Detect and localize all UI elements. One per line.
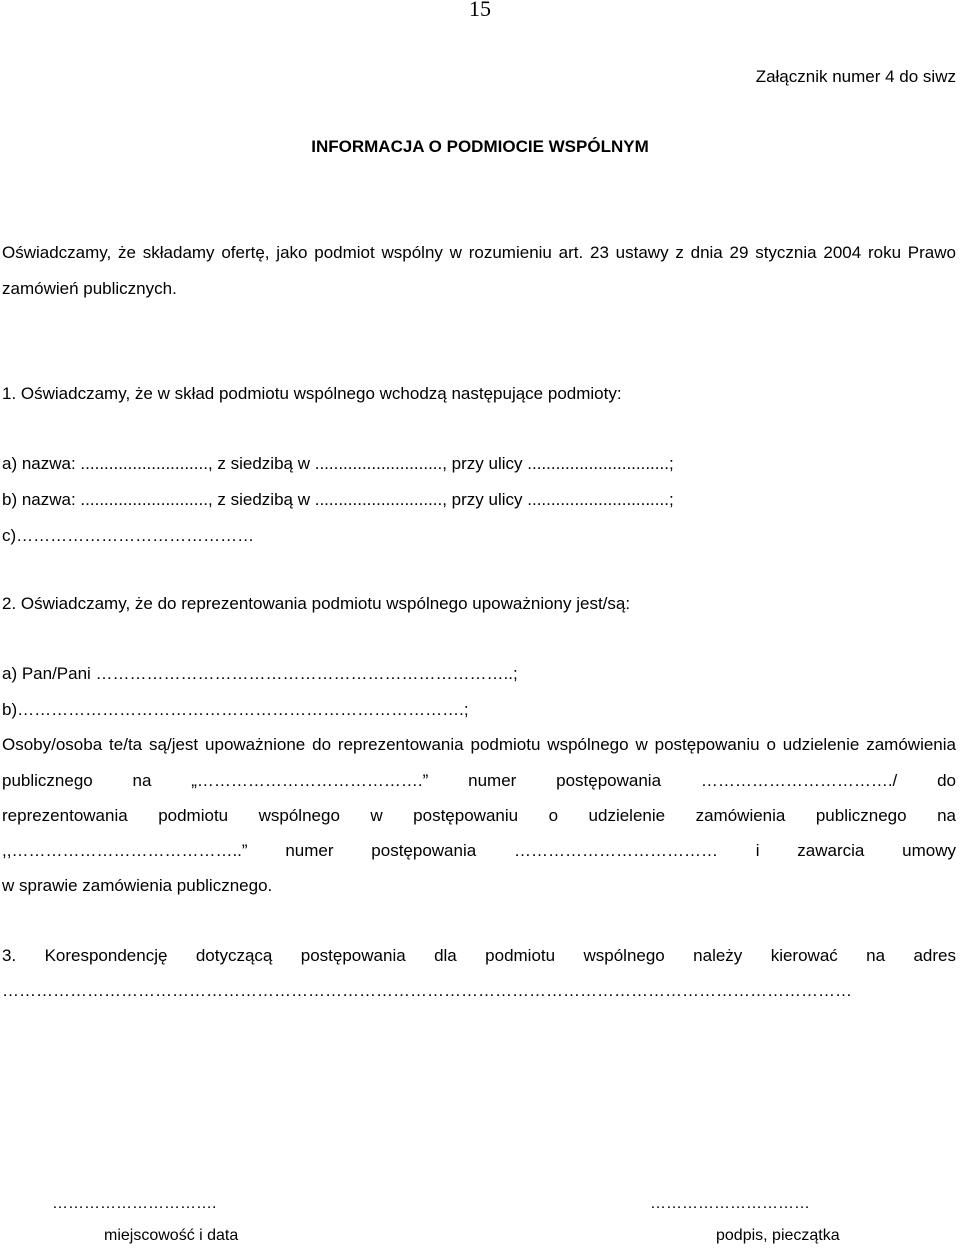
section2-paragraph-line-3: reprezentowania podmiotu wspólnego w postępowaniu o udzielenie zamówienia publicznego na [2, 806, 956, 825]
section2-paragraph-line-5: w sprawie zamówienia publicznego. [2, 876, 273, 895]
section2-item-a: a) Pan/Pani ………………………………………………………………..; [2, 664, 518, 683]
signature-left-label: miejscowość i data [104, 1227, 239, 1244]
section3-address-dots: …………………………………………………………………………………………………………………………………… [2, 981, 852, 1000]
section2-paragraph-line-1: Osoby/osoba te/ta są/jest upoważnione do reprezentowania podmiotu wspólnego w postępowaniu o udzielenie zamówienia [2, 735, 956, 754]
document-title: INFORMACJA O PODMIOCIE WSPÓLNYM [311, 137, 649, 156]
annex-label: Załącznik numer 4 do siwz [755, 67, 956, 86]
section2-paragraph-line-2: publicznego na „………………………………….” numer postępowania ……………………………./ do [2, 771, 956, 790]
section1-item-b: b) nazwa: ..........................., z siedzibą w ..........................., przy ulicy ..............................; [2, 490, 674, 509]
section3-line-1: 3. Korespondencję dotyczącą postępowania dla podmiotu wspólnego należy kierować na adres [2, 946, 956, 965]
section2-paragraph-line-4: ,,…………………………………..” numer postępowania ……………………………… i zawarcia umowy [2, 841, 956, 860]
section2-item-b: b)…………………………………………………………………….; [2, 700, 469, 719]
signature-left-dots: …………………………. [52, 1195, 217, 1212]
section1-heading: 1. Oświadczamy, że w skład podmiotu wspólnego wchodzą następujące podmioty: [2, 384, 622, 403]
intro-line-1: Oświadczamy, że składamy ofertę, jako podmiot wspólny w rozumieniu art. 23 ustawy z dnia 29 stycznia 2004 roku Prawo [2, 243, 956, 262]
section1-item-a: a) nazwa: ..........................., z siedzibą w ..........................., przy ulicy ..............................; [2, 454, 674, 473]
page-number: 15 [469, 0, 491, 21]
signature-right-label: podpis, pieczątka [716, 1227, 840, 1244]
signature-right-dots: ………………………… [650, 1195, 810, 1212]
section2-heading: 2. Oświadczamy, że do reprezentowania podmiotu wspólnego upoważniony jest/są: [2, 594, 631, 613]
intro-line-2: zamówień publicznych. [2, 279, 177, 298]
section1-item-c: c)…………………………………… [2, 526, 255, 545]
